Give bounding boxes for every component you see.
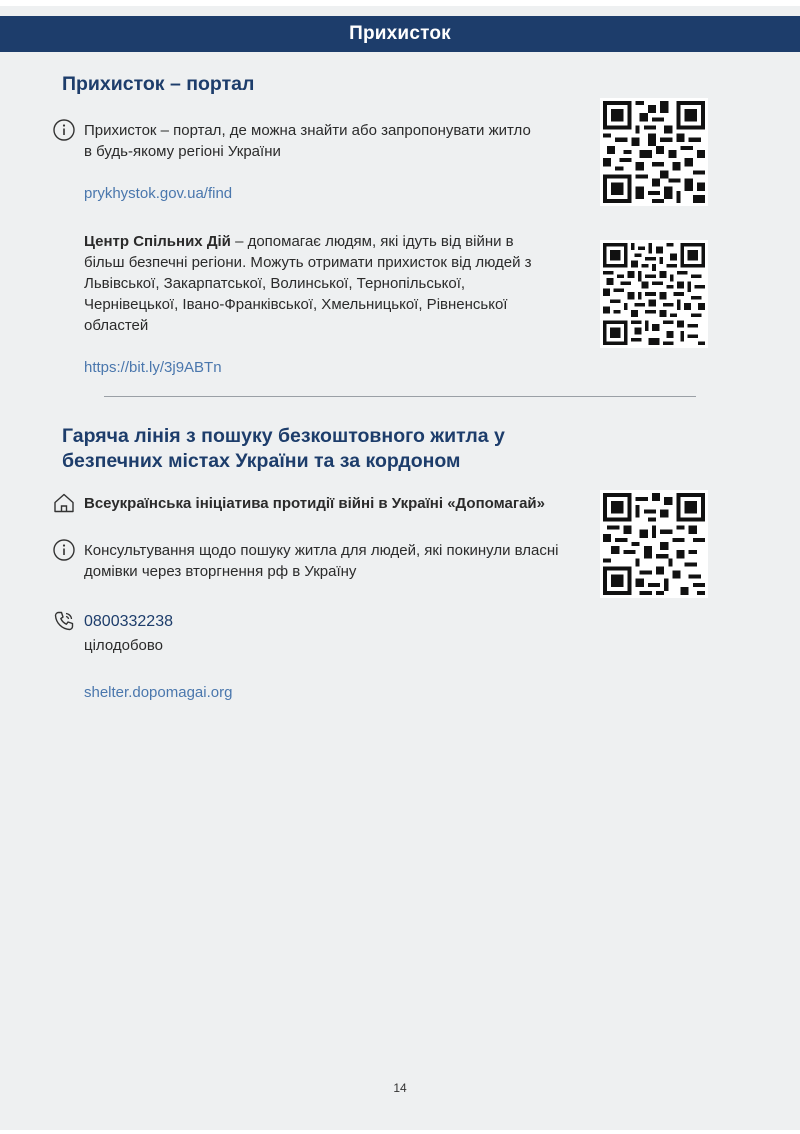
org-row — [52, 493, 582, 515]
info-icon — [52, 118, 76, 142]
qr-code-icon — [600, 98, 708, 206]
bitly-link[interactable]: https://bit.ly/3j9ABTn — [84, 359, 222, 376]
header-title: Прихисток — [349, 23, 451, 44]
dopomagai-link[interactable]: shelter.dopomagai.org — [84, 684, 233, 701]
section-title-portal: Прихисток – портал — [62, 73, 255, 95]
portal-info-row — [52, 120, 542, 162]
phone-row — [52, 611, 173, 633]
section-divider — [104, 396, 696, 397]
org-name-text: Всеукраїнська ініціатива протидії війні в Україні «Допомагай» — [84, 495, 545, 512]
qr-code-icon — [600, 240, 708, 348]
phone-number-link[interactable]: 0800332238 — [84, 613, 173, 630]
qr-code-icon — [600, 490, 708, 598]
page-number: 14 — [393, 1081, 407, 1095]
portal-info-text: Прихисток – портал, де можна знайти або запропонувати житло в будь-якому регіоні України — [84, 122, 531, 160]
section-title-hotline: Гаряча лінія з пошуку безкоштовного житла у безпечних містах України та за кордоном — [62, 425, 505, 472]
header-bar — [0, 16, 800, 52]
hotline-info-text: Консультування щодо пошуку житла для людей, які покинули власні домівки через вторгнення рф в Україну — [84, 542, 559, 580]
phone-icon — [52, 609, 76, 633]
info-icon — [52, 538, 76, 562]
center-row — [84, 231, 544, 336]
hours-text: цілодобово — [84, 637, 164, 654]
center-name: Центр Спільних Дій — [84, 233, 231, 250]
hotline-info-row — [52, 540, 562, 582]
center-description: – допомагає людям, які ідуть від війни в більш безпечні регіони. Можуть отримати прихисток від людей з Львівської, Закарпатської, Волинської, Тернопільської, Чернівецької, Івано-Франківської, Хмельницької, Рівненської областей — [84, 233, 532, 334]
home-icon — [52, 491, 76, 515]
prykhystok-link[interactable]: prykhystok.gov.ua/find — [84, 185, 233, 202]
center-text-block — [84, 231, 544, 336]
org-name — [84, 493, 545, 514]
